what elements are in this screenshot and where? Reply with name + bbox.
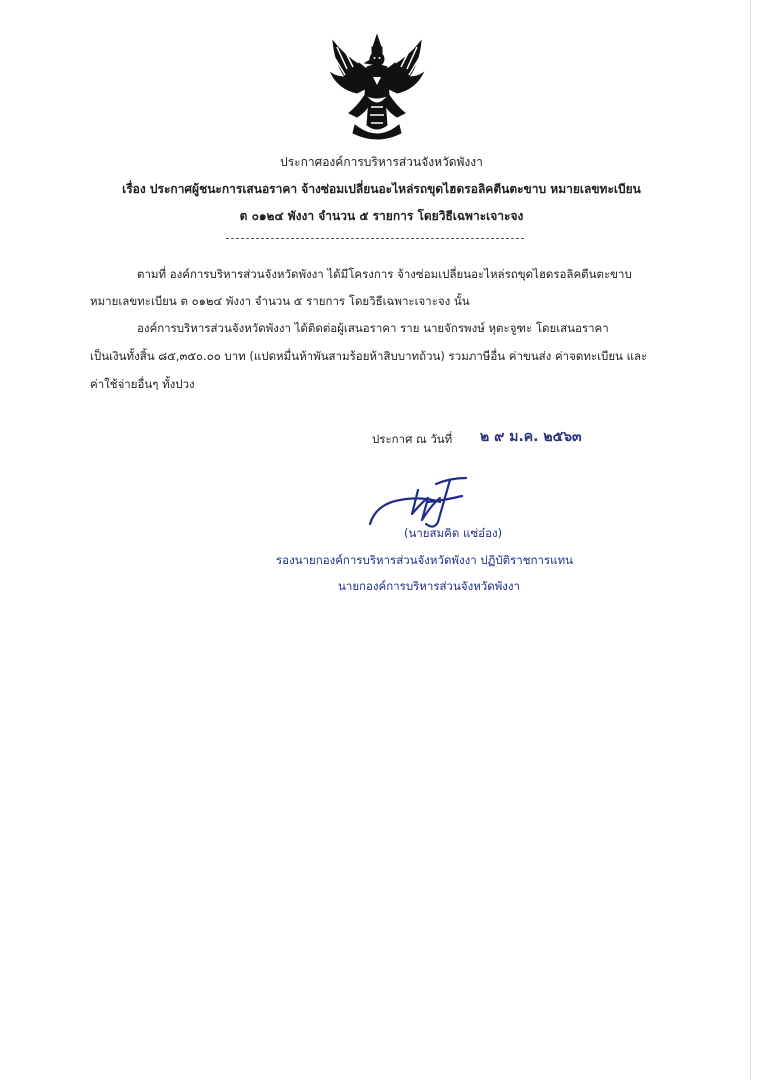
handwritten-signature-icon <box>366 474 478 532</box>
body-paragraph-1-line-2: หมายเลขทะเบียน ต ๐๑๒๔ พังงา จำนวน ๕ รายการ โดยวิธีเฉพาะเจาะจง นั้น <box>90 294 470 308</box>
signer-position-line-2: นายกองค์การบริหารส่วนจังหวัดพังงา <box>338 579 520 593</box>
scan-edge-line <box>750 0 751 1080</box>
organization-title: ประกาศองค์การบริหารส่วนจังหวัดพังงา <box>280 155 483 169</box>
subject-line-1: เรื่อง ประกาศผู้ชนะการเสนอราคา จ้างซ่อมเปลี่ยนอะไหล่รถขุดไฮดรอลิคตีนตะขาบ หมายเลขทะเบียน <box>122 182 641 196</box>
body-paragraph-2-line-1: องค์การบริหารส่วนจังหวัดพังงา ได้ติดต่อผู้เสนอราคา ราย นายจักรพงษ์ หุตะจูฑะ โดยเสนอราคา <box>137 321 609 335</box>
signer-name: (นายสมคิด แซ่อ๋อง) <box>404 526 503 540</box>
body-paragraph-1-line-1: ตามที่ องค์การบริหารส่วนจังหวัดพังงา ได้มีโครงการ จ้างซ่อมเปลี่ยนอะไหล่รถขุดไฮดรอลิคตีนตะขาบ <box>137 267 632 281</box>
subject-line-2: ต ๐๑๒๔ พังงา จำนวน ๕ รายการ โดยวิธีเฉพาะเจาะจง <box>239 209 524 223</box>
announcement-date-value: ๒ ๙ ม.ค. ๒๕๖๓ <box>480 429 582 445</box>
announcement-date-label: ประกาศ ณ วันที่ <box>372 432 453 446</box>
signer-position-line-1: รองนายกองค์การบริหารส่วนจังหวัดพังงา ปฏิบัติราชการแทน <box>276 553 574 567</box>
garuda-emblem-icon <box>327 33 427 143</box>
body-paragraph-2-line-3: ค่าใช้จ่ายอื่นๆ ทั้งปวง <box>90 377 195 391</box>
body-paragraph-2-line-2: เป็นเงินทั้งสิ้น ๘๕,๓๕๐.๐๐ บาท (แปดหมื่นห้าพันสามร้อยห้าสิบบาทถ้วน) รวมภาษีอื่น ค่าขนส่ง ค่าจดทะเบียน และ <box>90 349 648 363</box>
header-divider <box>226 238 524 239</box>
